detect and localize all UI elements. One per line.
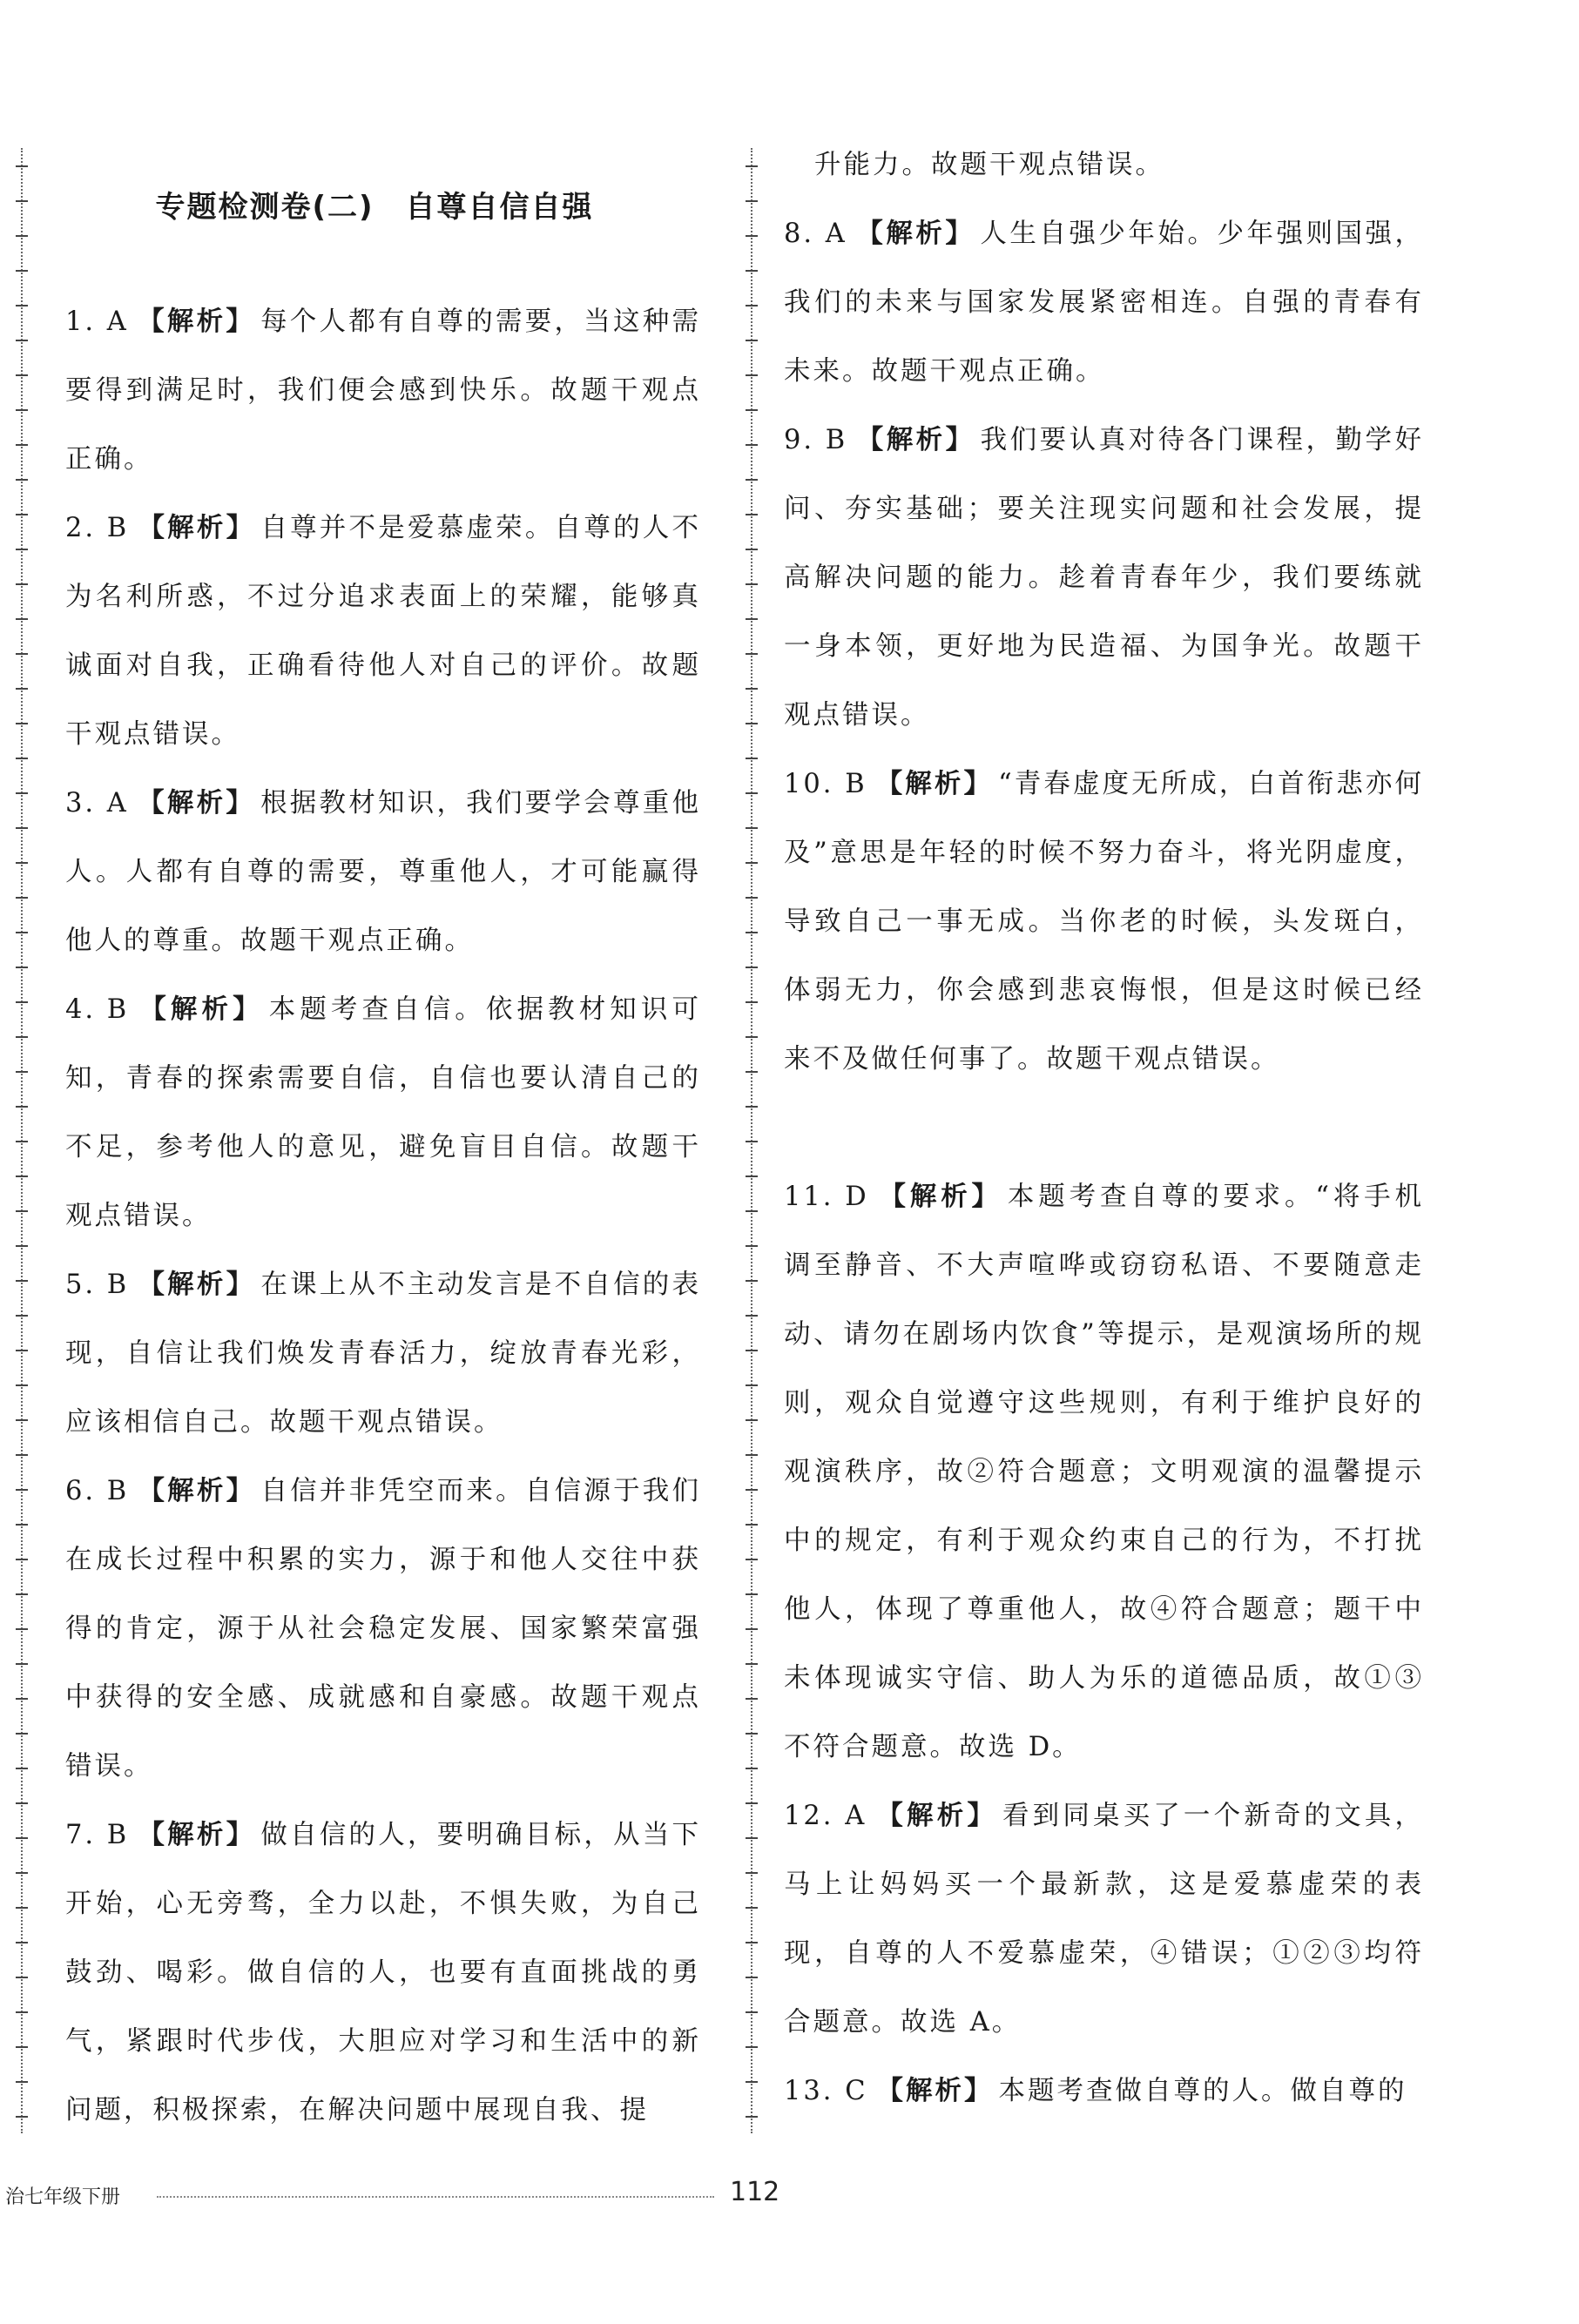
left-binding-guide <box>21 148 23 2133</box>
answer-text: 自尊并不是爱慕虚荣。自尊的人不为名利所惑，不过分追求表面上的荣耀，能够真诚面对自我，正确看待他人对自己的评价。故题干观点错误。 <box>65 513 702 750</box>
guide-tick <box>16 862 28 864</box>
guide-tick <box>746 1245 758 1247</box>
analysis-tag: 【解析】 <box>875 769 994 799</box>
page-number: 112 <box>730 2177 780 2207</box>
answer-text: 看到同桌买了一个新奇的文具，马上让妈妈买一个最新款，这是爱慕虚荣的表现，自尊的人不爱慕虚荣，④错误；①②③均符合题意。故选 A。 <box>784 1801 1425 2038</box>
guide-tick <box>746 1872 758 1874</box>
guide-tick <box>16 1384 28 1386</box>
continued-text: 升能力。故题干观点错误。 <box>814 150 1164 180</box>
analysis-tag: 【解析】 <box>877 1182 1002 1212</box>
guide-tick <box>746 618 758 620</box>
guide-tick <box>746 2081 758 2083</box>
guide-tick <box>16 618 28 620</box>
answer-text: 根据教材知识，我们要学会尊重他人。人都有自尊的需要，尊重他人，才可能赢得他人的尊重。故题干观点正确。 <box>65 788 702 956</box>
guide-tick <box>16 1942 28 1943</box>
answer-number: 8. A <box>784 219 847 249</box>
answer-item-4 <box>65 975 701 1250</box>
guide-tick <box>16 549 28 550</box>
guide-tick <box>16 1663 28 1665</box>
guide-tick <box>16 479 28 481</box>
guide-tick <box>16 758 28 759</box>
answer-number: 6. B <box>65 1476 130 1506</box>
guide-tick <box>746 1837 758 1839</box>
answer-text: 本题考查自尊的要求。“将手机调至静音、不大声喧哗或窃窃私语、不要随意走动、请勿在剧场内饮食”等提示，是观演场所的规则，观众自觉遵守这些规则，有利于维护良好的观演秩序，故②符合题意；文明观演的温馨提示中的规定，有利于观众约束自己的行为，不打扰他人，体现了尊重他人，故④符合题意；题干中未体现诚实守信、助人为乐的道德品质，故①③不符合题意。故选 D。 <box>784 1182 1425 1762</box>
guide-tick <box>16 409 28 411</box>
guide-tick <box>16 235 28 237</box>
guide-tick <box>16 967 28 968</box>
answer-item-10 <box>784 750 1424 1094</box>
analysis-tag: 【解析】 <box>856 425 975 455</box>
guide-tick <box>16 374 28 376</box>
answer-text: 人生自强少年始。少年强则国强，我们的未来与国家发展紧密相连。自强的青春有未来。故题干观点正确。 <box>784 219 1425 387</box>
guide-tick <box>16 1628 28 1630</box>
guide-tick <box>746 1593 758 1595</box>
answer-item-8 <box>784 199 1424 406</box>
guide-tick <box>746 723 758 724</box>
guide-tick <box>16 1175 28 1177</box>
guide-tick <box>746 1524 758 1526</box>
guide-tick <box>16 1872 28 1874</box>
answer-number: 2. B <box>65 513 130 543</box>
analysis-tag: 【解析】 <box>875 1801 998 1831</box>
answer-text: “青春虚度无所成，白首衔悲亦何及”意思是年轻的时候不努力奋斗，将光阴虚度，导致自己一事无成。当你老的时候，头发斑白，体弱无力，你会感到悲哀悔恨，但是这时候已经来不及做任何事了。故题干观点错误。 <box>784 769 1424 1074</box>
guide-tick <box>746 1315 758 1317</box>
guide-tick <box>16 1837 28 1839</box>
guide-tick <box>746 1141 758 1142</box>
guide-tick <box>16 1559 28 1560</box>
answer-number: 10. B <box>784 769 867 799</box>
guide-tick <box>746 1036 758 1038</box>
guide-tick <box>746 235 758 237</box>
guide-tick <box>16 1350 28 1351</box>
guide-tick <box>16 2081 28 2083</box>
guide-tick <box>746 444 758 446</box>
guide-tick <box>746 653 758 655</box>
guide-tick <box>746 374 758 376</box>
answer-number: 9. B <box>784 425 848 455</box>
guide-tick <box>746 409 758 411</box>
analysis-tag: 【解析】 <box>137 306 256 337</box>
guide-tick <box>16 1768 28 1769</box>
guide-tick <box>746 1977 758 1978</box>
guide-tick <box>16 792 28 794</box>
guide-tick <box>16 2116 28 2118</box>
answer-text: 在课上从不主动发言是不自信的表现，自信让我们焕发青春活力，绽放青春光彩，应该相信自己。故题干观点错误。 <box>65 1270 702 1438</box>
answer-number: 5. B <box>65 1270 130 1300</box>
guide-tick <box>746 2116 758 2118</box>
answer-number: 13. C <box>784 2076 868 2106</box>
guide-tick <box>746 305 758 306</box>
guide-tick <box>746 1350 758 1351</box>
answer-text: 本题考查做自尊的人。做自尊的 <box>998 2076 1407 2106</box>
answer-number: 3. A <box>65 788 129 818</box>
guide-tick <box>746 897 758 899</box>
guide-tick <box>746 1071 758 1073</box>
answer-item-9 <box>784 406 1424 750</box>
answer-number: 7. B <box>65 1820 130 1850</box>
guide-tick <box>746 1942 758 1943</box>
analysis-tag: 【解析】 <box>138 1270 256 1300</box>
guide-tick <box>16 1071 28 1073</box>
guide-tick <box>746 1907 758 1909</box>
answer-item-7 <box>65 1801 701 2145</box>
guide-tick <box>746 200 758 202</box>
guide-tick <box>746 1280 758 1282</box>
analysis-tag: 【解析】 <box>138 994 264 1025</box>
guide-tick <box>16 305 28 306</box>
analysis-tag: 【解析】 <box>138 513 256 543</box>
guide-tick <box>746 688 758 690</box>
guide-tick <box>746 270 758 272</box>
guide-tick <box>746 1384 758 1386</box>
guide-tick <box>746 165 758 167</box>
guide-tick <box>16 827 28 829</box>
guide-tick <box>16 1524 28 1526</box>
guide-tick <box>16 897 28 899</box>
answer-text: 我们要认真对待各门课程，勤学好问、夯实基础；要关注现实问题和社会发展，提高解决问题的能力。趁着青春年少，我们要练就一身本领，更好地为民造福、为国争光。故题干观点错误。 <box>784 425 1425 731</box>
analysis-tag: 【解析】 <box>855 219 975 249</box>
guide-tick <box>16 583 28 585</box>
guide-tick <box>16 723 28 724</box>
guide-tick <box>746 1419 758 1421</box>
answer-item-6 <box>65 1457 701 1801</box>
guide-tick <box>746 479 758 481</box>
guide-tick <box>16 1698 28 1700</box>
analysis-tag: 【解析】 <box>876 2076 994 2106</box>
guide-tick <box>746 1106 758 1108</box>
guide-tick <box>16 1419 28 1421</box>
guide-tick <box>746 1175 758 1177</box>
guide-tick <box>16 444 28 446</box>
guide-tick <box>16 1280 28 1282</box>
footer-book-label: 治七年级下册 <box>5 2186 121 2208</box>
guide-tick <box>746 1001 758 1003</box>
guide-tick <box>16 1106 28 1108</box>
guide-tick <box>16 165 28 167</box>
footer-dotted-rule <box>157 2196 714 2198</box>
guide-tick <box>16 2046 28 2048</box>
guide-tick <box>16 1802 28 1804</box>
guide-tick <box>16 1907 28 1909</box>
guide-tick <box>16 1733 28 1735</box>
answer-item-2 <box>65 494 701 769</box>
guide-tick <box>746 967 758 968</box>
answer-item-12 <box>784 1782 1424 2057</box>
analysis-tag: 【解析】 <box>137 788 256 818</box>
guide-tick <box>16 1210 28 1212</box>
guide-tick <box>746 1210 758 1212</box>
guide-tick <box>16 653 28 655</box>
guide-tick <box>746 1768 758 1769</box>
guide-tick <box>746 1802 758 1804</box>
guide-tick <box>746 1698 758 1700</box>
analysis-tag: 【解析】 <box>138 1476 256 1506</box>
answer-text: 做自信的人，要明确目标，从当下开始，心无旁骛，全力以赴，不惧失败，为自己鼓劲、喝彩。做自信的人，也要有直面挑战的勇气，紧跟时代步伐，大胆应对学习和生活中的新问题，积极探索，在解决问题中展现自我、提 <box>65 1820 702 2125</box>
section-title: 专题检测卷(二) 自尊自信自强 <box>155 190 594 225</box>
guide-tick <box>746 862 758 864</box>
guide-tick <box>746 2011 758 2013</box>
guide-tick <box>16 688 28 690</box>
guide-tick <box>746 1733 758 1735</box>
guide-tick <box>16 1141 28 1142</box>
answer-text: 自信并非凭空而来。自信源于我们在成长过程中积累的实力，源于和他人交往中获得的肯定，源于从社会稳定发展、国家繁荣富强中获得的安全感、成就感和自豪感。故题干观点错误。 <box>65 1476 702 1782</box>
guide-tick <box>16 1489 28 1491</box>
guide-tick <box>16 932 28 933</box>
guide-tick <box>746 932 758 933</box>
answer-number: 4. B <box>65 994 130 1025</box>
guide-tick <box>746 827 758 829</box>
guide-tick <box>746 549 758 550</box>
guide-tick <box>746 1628 758 1630</box>
answer-number: 11. D <box>784 1182 869 1212</box>
guide-tick <box>746 340 758 341</box>
guide-tick <box>16 200 28 202</box>
guide-tick <box>16 1001 28 1003</box>
guide-tick <box>16 2011 28 2013</box>
answer-item-3 <box>65 769 701 975</box>
guide-tick <box>16 340 28 341</box>
guide-tick <box>16 1036 28 1038</box>
guide-tick <box>16 1315 28 1317</box>
guide-tick <box>746 792 758 794</box>
guide-tick <box>746 514 758 515</box>
guide-tick <box>16 1454 28 1456</box>
guide-tick <box>746 1454 758 1456</box>
answer-number: 1. A <box>65 306 129 337</box>
center-column-guide <box>751 148 752 2133</box>
answer-text: 本题考查自信。依据教材知识可知，青春的探索需要自信，自信也要认清自己的不足，参考他人的意见，避免盲目自信。故题干观点错误。 <box>65 994 702 1231</box>
guide-tick <box>16 1245 28 1247</box>
guide-tick <box>746 2046 758 2048</box>
answer-item-1 <box>65 287 701 494</box>
answer-item-5 <box>65 1250 701 1457</box>
guide-tick <box>16 1977 28 1978</box>
analysis-tag: 【解析】 <box>138 1820 256 1850</box>
guide-tick <box>746 1489 758 1491</box>
answer-item-11 <box>784 1162 1424 1782</box>
guide-tick <box>746 1559 758 1560</box>
guide-tick <box>16 514 28 515</box>
answer-number: 12. A <box>784 1801 867 1831</box>
answer-text: 每个人都有自尊的需要，当这种需要得到满足时，我们便会感到快乐。故题干观点正确。 <box>65 306 702 475</box>
page-footer <box>0 2177 1579 2220</box>
guide-tick <box>746 1663 758 1665</box>
guide-tick <box>16 270 28 272</box>
guide-tick <box>746 758 758 759</box>
guide-tick <box>746 583 758 585</box>
answer-item-13 <box>784 2057 1424 2125</box>
guide-tick <box>16 1593 28 1595</box>
